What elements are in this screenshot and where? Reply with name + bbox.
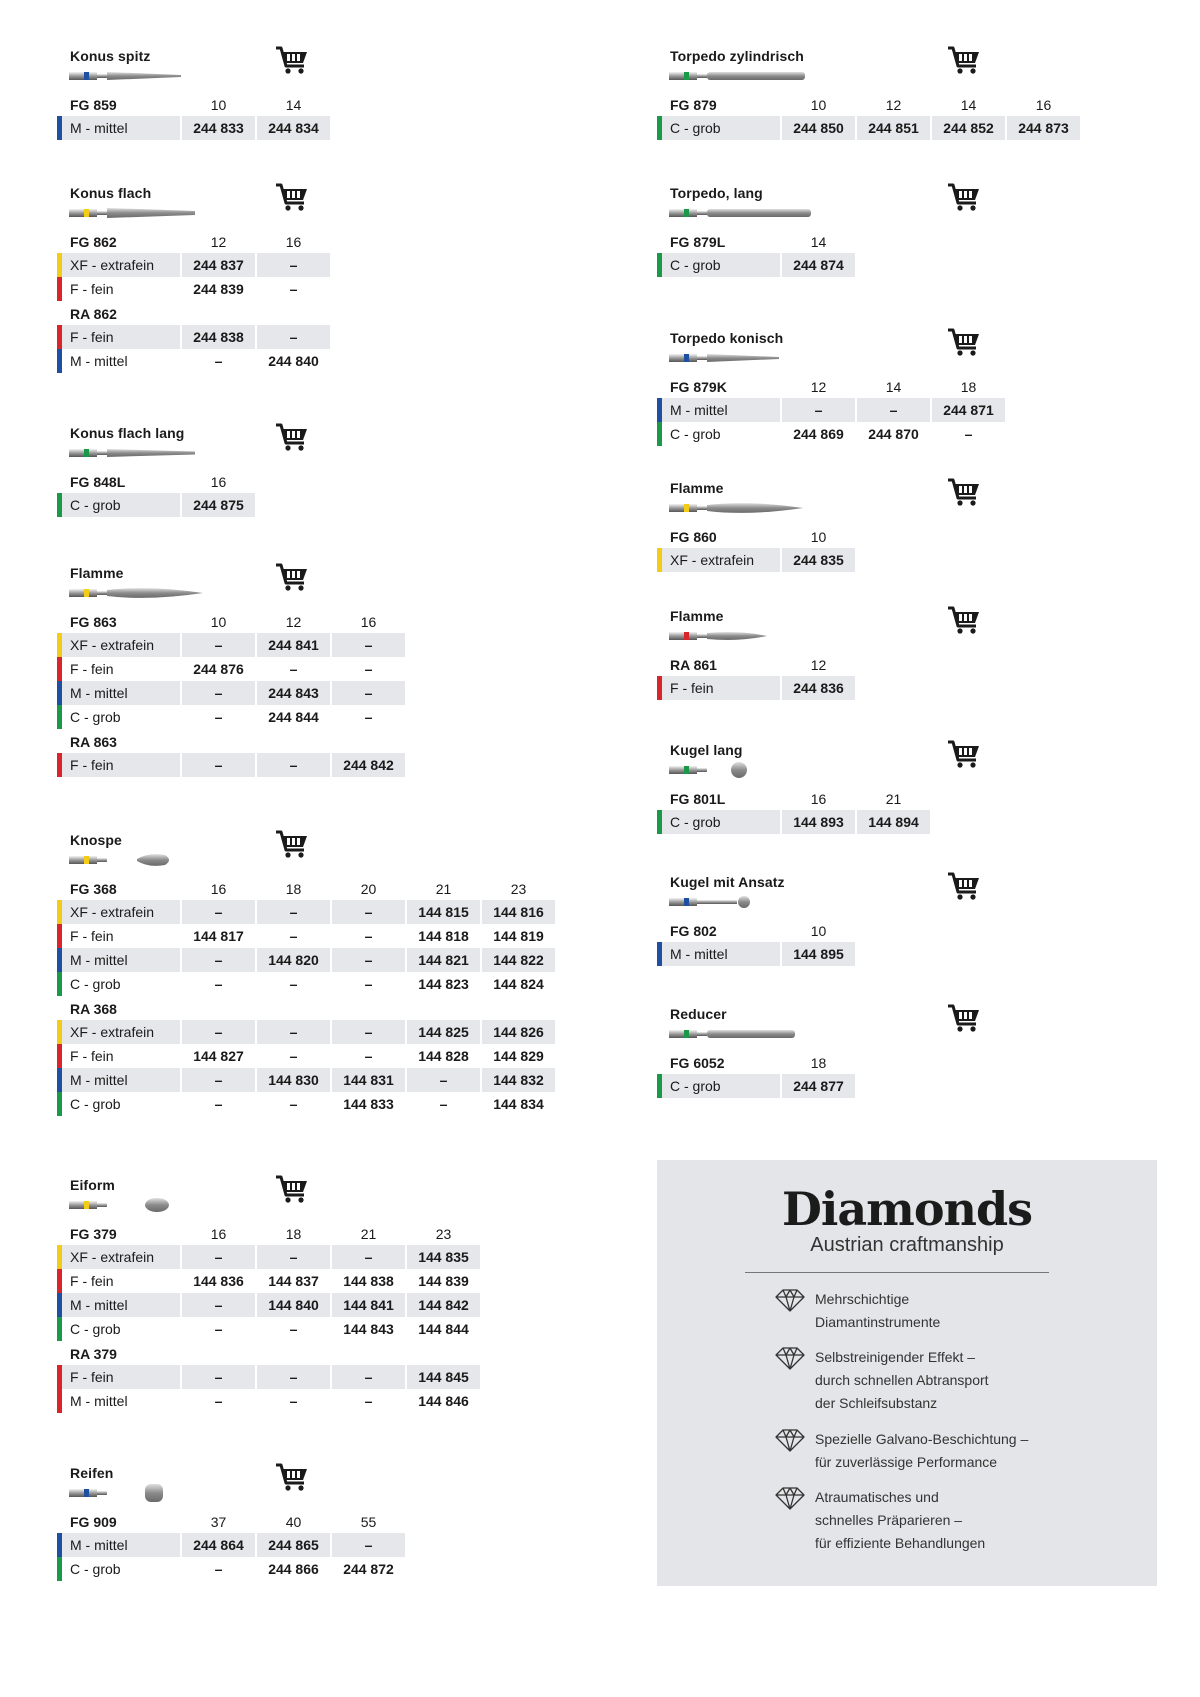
article-number: – xyxy=(332,1020,405,1044)
grit-label: C - grob xyxy=(662,810,780,834)
group-header xyxy=(57,609,577,635)
article-number: – xyxy=(257,1365,330,1389)
section-title: Reifen xyxy=(70,1465,114,1481)
article-number[interactable]: 244 839 xyxy=(193,281,244,297)
group-name: FG 863 xyxy=(70,614,117,630)
group-header xyxy=(57,92,577,118)
article-number[interactable]: 144 824 xyxy=(493,976,544,992)
article-number[interactable]: 144 817 xyxy=(193,928,244,944)
article-number: – xyxy=(289,1048,298,1064)
group-header xyxy=(657,229,1177,255)
cart-icon[interactable] xyxy=(275,422,309,457)
grit-label: C - grob xyxy=(670,426,721,442)
grit-label: F - fein xyxy=(662,676,780,700)
article-number[interactable]: 244 835 xyxy=(782,548,855,572)
section-title: Torpedo konisch xyxy=(670,330,784,346)
grit-label: C - grob xyxy=(70,976,121,992)
bur-image xyxy=(69,66,219,91)
size-label: 16 xyxy=(210,474,227,490)
article-number[interactable]: 244 871 xyxy=(932,398,1005,422)
article-number[interactable]: 244 874 xyxy=(782,253,855,277)
size-label: 18 xyxy=(960,379,977,395)
group-header xyxy=(657,524,1177,550)
article-number: – xyxy=(332,1245,405,1269)
grit-label: XF - extrafein xyxy=(662,548,780,572)
size-label: 55 xyxy=(360,1514,377,1530)
size-label: 21 xyxy=(435,881,452,897)
diamonds-title: Diamonds xyxy=(781,1182,1033,1236)
article-number: – xyxy=(257,753,330,777)
size-label: 21 xyxy=(885,791,902,807)
group-header xyxy=(657,374,1177,400)
cart-icon[interactable] xyxy=(947,605,981,640)
group-name: FG 860 xyxy=(670,529,717,545)
article-number[interactable]: 144 844 xyxy=(418,1321,469,1337)
group-name: FG 6052 xyxy=(670,1055,725,1071)
article-number: – xyxy=(289,281,298,297)
cart-icon[interactable] xyxy=(275,562,309,597)
feature-line: für zuverlässige Performance xyxy=(815,1454,998,1470)
grit-label: XF - extrafein xyxy=(62,900,180,924)
cart-icon[interactable] xyxy=(275,829,309,864)
article-number[interactable]: 244 872 xyxy=(343,1561,394,1577)
article-number: – xyxy=(182,1020,255,1044)
article-number: – xyxy=(182,1293,255,1317)
diamond-icon xyxy=(775,1288,805,1317)
feature-text xyxy=(815,1486,1115,1555)
group-header xyxy=(57,996,577,1022)
article-number: – xyxy=(214,353,223,369)
cart-icon[interactable] xyxy=(947,1003,981,1038)
group-name: RA 368 xyxy=(70,1001,117,1017)
group-header xyxy=(657,1050,1177,1076)
size-label: 10 xyxy=(810,529,827,545)
article-number[interactable]: 244 840 xyxy=(268,353,319,369)
group-name: FG 909 xyxy=(70,1514,117,1530)
article-number[interactable]: 144 833 xyxy=(343,1096,394,1112)
bur-image xyxy=(69,203,219,228)
size-label: 14 xyxy=(885,379,902,395)
size-label: 12 xyxy=(285,614,302,630)
grit-label: M - mittel xyxy=(70,1393,128,1409)
feature-line: Selbstreinigender Effekt – xyxy=(815,1349,976,1365)
article-number[interactable]: 144 826 xyxy=(482,1020,555,1044)
group-header xyxy=(57,229,577,255)
cart-icon[interactable] xyxy=(275,1174,309,1209)
grit-label: XF - extrafein xyxy=(62,253,180,277)
article-number[interactable]: 144 846 xyxy=(418,1393,469,1409)
article-number: – xyxy=(257,1245,330,1269)
group-name: FG 859 xyxy=(70,97,117,113)
bur-image xyxy=(669,498,819,523)
cart-icon[interactable] xyxy=(275,45,309,80)
article-number[interactable]: 244 844 xyxy=(268,709,319,725)
article-number[interactable]: 144 895 xyxy=(782,942,855,966)
grit-label: M - mittel xyxy=(662,942,780,966)
group-header xyxy=(657,652,1177,678)
article-number: – xyxy=(439,1096,448,1112)
article-number[interactable]: 144 835 xyxy=(407,1245,480,1269)
size-label: 18 xyxy=(285,881,302,897)
article-number[interactable]: 244 850 xyxy=(782,116,855,140)
cart-icon[interactable] xyxy=(947,477,981,512)
grit-label: F - fein xyxy=(62,1365,180,1389)
article-number[interactable]: 244 876 xyxy=(193,661,244,677)
group-header xyxy=(657,786,1177,812)
article-number[interactable]: 144 831 xyxy=(332,1068,405,1092)
article-number[interactable]: 144 818 xyxy=(418,928,469,944)
article-number: – xyxy=(214,1393,223,1409)
size-label: 18 xyxy=(810,1055,827,1071)
grit-label: M - mittel xyxy=(662,398,780,422)
article-number[interactable]: 144 838 xyxy=(343,1273,394,1289)
divider xyxy=(745,1272,1049,1273)
bur-image xyxy=(669,626,819,651)
article-number: – xyxy=(964,426,973,442)
size-label: 20 xyxy=(360,881,377,897)
group-name: RA 379 xyxy=(70,1346,117,1362)
section-title: Flamme xyxy=(670,608,724,624)
article-number: – xyxy=(857,398,930,422)
article-number: – xyxy=(364,661,373,677)
size-label: 14 xyxy=(285,97,302,113)
grit-label: M - mittel xyxy=(62,1293,180,1317)
article-number[interactable]: 144 822 xyxy=(482,948,555,972)
group-header xyxy=(57,301,577,327)
grit-label: M - mittel xyxy=(70,353,128,369)
article-number: – xyxy=(214,1096,223,1112)
grit-label: F - fein xyxy=(70,1048,114,1064)
cart-icon[interactable] xyxy=(275,1462,309,1497)
diamond-icon xyxy=(775,1486,805,1515)
feature-line: durch schnellen Abtransport xyxy=(815,1372,989,1388)
grit-label: F - fein xyxy=(70,1273,114,1289)
grit-label: C - grob xyxy=(662,1074,780,1098)
diamond-icon xyxy=(775,1346,805,1375)
section-title: Flamme xyxy=(670,480,724,496)
section-title: Torpedo zylindrisch xyxy=(670,48,804,64)
section-title: Flamme xyxy=(70,565,124,581)
article-number[interactable]: 144 837 xyxy=(268,1273,319,1289)
grit-label: F - fein xyxy=(62,325,180,349)
article-number: – xyxy=(257,1020,330,1044)
grit-label: M - mittel xyxy=(62,1068,180,1092)
article-number[interactable]: 244 851 xyxy=(857,116,930,140)
section-title: Eiform xyxy=(70,1177,115,1193)
size-label: 10 xyxy=(210,97,227,113)
grit-label: XF - extrafein xyxy=(62,1245,180,1269)
article-number: – xyxy=(782,398,855,422)
feature-text xyxy=(815,1288,1115,1334)
article-number: – xyxy=(332,948,405,972)
bur-image xyxy=(69,1483,219,1508)
grit-label: F - fein xyxy=(70,281,114,297)
group-name: FG 802 xyxy=(670,923,717,939)
size-label: 16 xyxy=(210,1226,227,1242)
section-title: Konus flach lang xyxy=(70,425,185,441)
article-number[interactable]: 144 821 xyxy=(407,948,480,972)
grit-label: M - mittel xyxy=(62,1533,180,1557)
article-number: – xyxy=(289,928,298,944)
article-number: – xyxy=(332,900,405,924)
diamonds-info-box xyxy=(657,1160,1157,1586)
cart-icon[interactable] xyxy=(947,871,981,906)
cart-icon[interactable] xyxy=(947,182,981,217)
article-number[interactable]: 144 815 xyxy=(407,900,480,924)
group-name: FG 879K xyxy=(670,379,727,395)
section-title: Kugel lang xyxy=(670,742,743,758)
article-number: – xyxy=(182,753,255,777)
group-name: FG 379 xyxy=(70,1226,117,1242)
group-name: RA 861 xyxy=(670,657,717,673)
group-header xyxy=(57,469,577,495)
bur-image xyxy=(669,760,819,785)
article-number: – xyxy=(214,976,223,992)
group-name: FG 801L xyxy=(670,791,726,807)
article-number[interactable]: 144 840 xyxy=(257,1293,330,1317)
size-label: 21 xyxy=(360,1226,377,1242)
article-number: – xyxy=(257,253,330,277)
article-number: – xyxy=(257,900,330,924)
article-number: – xyxy=(332,633,405,657)
article-number[interactable]: 144 843 xyxy=(343,1321,394,1337)
feature-line: schnelles Präparieren – xyxy=(815,1512,963,1528)
grit-label: C - grob xyxy=(70,1321,121,1337)
grit-label: F - fein xyxy=(62,753,180,777)
article-number[interactable]: 144 816 xyxy=(482,900,555,924)
article-number[interactable]: 144 828 xyxy=(418,1048,469,1064)
diamonds-subtitle: Austrian craftmanship xyxy=(810,1234,1004,1256)
article-number[interactable]: 144 825 xyxy=(407,1020,480,1044)
size-label: 16 xyxy=(810,791,827,807)
size-label: 10 xyxy=(810,923,827,939)
article-number[interactable]: 244 869 xyxy=(793,426,844,442)
grit-label: XF - extrafein xyxy=(62,633,180,657)
group-name: FG 879L xyxy=(670,234,726,250)
article-number[interactable]: 244 841 xyxy=(257,633,330,657)
feature-line: Mehrschichtige xyxy=(815,1291,910,1307)
size-label: 14 xyxy=(810,234,827,250)
section-title: Konus spitz xyxy=(70,48,151,64)
grit-label: M - mittel xyxy=(62,116,180,140)
size-label: 16 xyxy=(1035,97,1052,113)
article-number: – xyxy=(182,1365,255,1389)
size-label: 16 xyxy=(360,614,377,630)
group-header xyxy=(57,1221,577,1247)
article-number[interactable]: 144 841 xyxy=(332,1293,405,1317)
article-number: – xyxy=(407,1068,480,1092)
article-number[interactable]: 144 823 xyxy=(418,976,469,992)
article-number[interactable]: 144 894 xyxy=(857,810,930,834)
feature-line: Atraumatisches und xyxy=(815,1489,939,1505)
article-number: – xyxy=(182,1068,255,1092)
bur-image xyxy=(69,850,219,875)
article-number[interactable]: 244 873 xyxy=(1007,116,1080,140)
size-label: 37 xyxy=(210,1514,227,1530)
article-number: – xyxy=(289,976,298,992)
article-number[interactable]: 244 852 xyxy=(932,116,1005,140)
bur-image xyxy=(669,892,819,917)
article-number: – xyxy=(332,681,405,705)
grit-label: C - grob xyxy=(70,1561,121,1577)
feature-line: Spezielle Galvano-Beschichtung – xyxy=(815,1431,1029,1447)
bur-image xyxy=(669,1024,819,1049)
article-number[interactable]: 144 832 xyxy=(482,1068,555,1092)
grit-label: C - grob xyxy=(70,1096,121,1112)
article-number[interactable]: 244 865 xyxy=(257,1533,330,1557)
bur-image xyxy=(69,583,219,608)
size-label: 12 xyxy=(885,97,902,113)
size-label: 40 xyxy=(285,1514,302,1530)
feature-text xyxy=(815,1346,1115,1415)
group-name: FG 862 xyxy=(70,234,117,250)
group-header xyxy=(57,1509,577,1535)
group-header xyxy=(57,1341,577,1367)
section-title: Kugel mit Ansatz xyxy=(670,874,785,890)
grit-label: F - fein xyxy=(70,928,114,944)
article-number[interactable]: 244 864 xyxy=(182,1533,255,1557)
article-number: – xyxy=(214,1561,223,1577)
article-number[interactable]: 144 829 xyxy=(493,1048,544,1064)
cart-icon[interactable] xyxy=(947,739,981,774)
article-number[interactable]: 144 839 xyxy=(418,1273,469,1289)
group-name: FG 879 xyxy=(670,97,717,113)
grit-label: F - fein xyxy=(70,661,114,677)
article-number: – xyxy=(182,633,255,657)
group-header xyxy=(57,876,577,902)
article-number: – xyxy=(364,1048,373,1064)
article-number: – xyxy=(289,661,298,677)
section-title: Torpedo, lang xyxy=(670,185,763,201)
article-number: – xyxy=(214,709,223,725)
diamond-icon xyxy=(775,1428,805,1457)
grit-label: C - grob xyxy=(662,116,780,140)
article-number[interactable]: 144 834 xyxy=(493,1096,544,1112)
section-title: Knospe xyxy=(70,832,122,848)
article-number[interactable]: 244 875 xyxy=(182,493,255,517)
bur-image xyxy=(669,348,819,373)
size-label: 16 xyxy=(285,234,302,250)
grit-label: C - grob xyxy=(70,709,121,725)
size-label: 10 xyxy=(210,614,227,630)
group-name: RA 863 xyxy=(70,734,117,750)
size-label: 23 xyxy=(510,881,527,897)
bur-image xyxy=(69,1195,219,1220)
article-number: – xyxy=(182,681,255,705)
group-header xyxy=(657,918,1177,944)
article-number[interactable]: 144 845 xyxy=(407,1365,480,1389)
article-number: – xyxy=(332,1365,405,1389)
section-title: Reducer xyxy=(670,1006,727,1022)
size-label: 16 xyxy=(210,881,227,897)
feature-line: der Schleifsubstanz xyxy=(815,1395,938,1411)
article-number[interactable]: 144 893 xyxy=(782,810,855,834)
article-number: – xyxy=(182,1245,255,1269)
article-number[interactable]: 244 842 xyxy=(332,753,405,777)
article-number[interactable]: 244 833 xyxy=(182,116,255,140)
group-name: FG 368 xyxy=(70,881,117,897)
article-number[interactable]: 244 834 xyxy=(257,116,330,140)
article-number: – xyxy=(257,325,330,349)
cart-icon[interactable] xyxy=(947,327,981,362)
article-number[interactable]: 144 836 xyxy=(193,1273,244,1289)
article-number[interactable]: 244 843 xyxy=(257,681,330,705)
grit-label: XF - extrafein xyxy=(62,1020,180,1044)
article-number[interactable]: 244 866 xyxy=(268,1561,319,1577)
section-title: Konus flach xyxy=(70,185,152,201)
size-label: 12 xyxy=(810,379,827,395)
bur-image xyxy=(669,66,819,91)
size-label: 12 xyxy=(210,234,227,250)
article-number[interactable]: 144 820 xyxy=(257,948,330,972)
size-label: 23 xyxy=(435,1226,452,1242)
size-label: 10 xyxy=(810,97,827,113)
article-number[interactable]: 244 877 xyxy=(782,1074,855,1098)
article-number[interactable]: 144 842 xyxy=(407,1293,480,1317)
article-number: – xyxy=(364,1393,373,1409)
article-number[interactable]: 244 838 xyxy=(182,325,255,349)
group-name: RA 862 xyxy=(70,306,117,322)
article-number[interactable]: 244 870 xyxy=(868,426,919,442)
grit-label: M - mittel xyxy=(62,948,180,972)
article-number: – xyxy=(182,900,255,924)
size-label: 18 xyxy=(285,1226,302,1242)
cart-icon[interactable] xyxy=(947,45,981,80)
feature-line: Diamantinstrumente xyxy=(815,1314,941,1330)
group-header xyxy=(657,92,1177,118)
group-header xyxy=(57,729,577,755)
feature-line: für effiziente Behandlungen xyxy=(815,1535,986,1551)
grit-label: M - mittel xyxy=(62,681,180,705)
article-number: – xyxy=(289,1393,298,1409)
grit-label: C - grob xyxy=(662,253,780,277)
bur-image xyxy=(669,203,819,228)
article-number[interactable]: 144 827 xyxy=(193,1048,244,1064)
feature-text xyxy=(815,1428,1115,1474)
bur-image xyxy=(69,443,219,468)
article-number[interactable]: 244 837 xyxy=(182,253,255,277)
article-number: – xyxy=(182,948,255,972)
article-number: – xyxy=(364,709,373,725)
article-number: – xyxy=(364,976,373,992)
size-label: 14 xyxy=(960,97,977,113)
article-number: – xyxy=(289,1096,298,1112)
cart-icon[interactable] xyxy=(275,182,309,217)
article-number: – xyxy=(364,928,373,944)
article-number: – xyxy=(214,1321,223,1337)
article-number: – xyxy=(332,1533,405,1557)
group-name: FG 848L xyxy=(70,474,126,490)
size-label: 12 xyxy=(810,657,827,673)
grit-label: C - grob xyxy=(62,493,180,517)
article-number[interactable]: 244 836 xyxy=(782,676,855,700)
article-number: – xyxy=(289,1321,298,1337)
article-number[interactable]: 144 830 xyxy=(257,1068,330,1092)
article-number[interactable]: 144 819 xyxy=(493,928,544,944)
